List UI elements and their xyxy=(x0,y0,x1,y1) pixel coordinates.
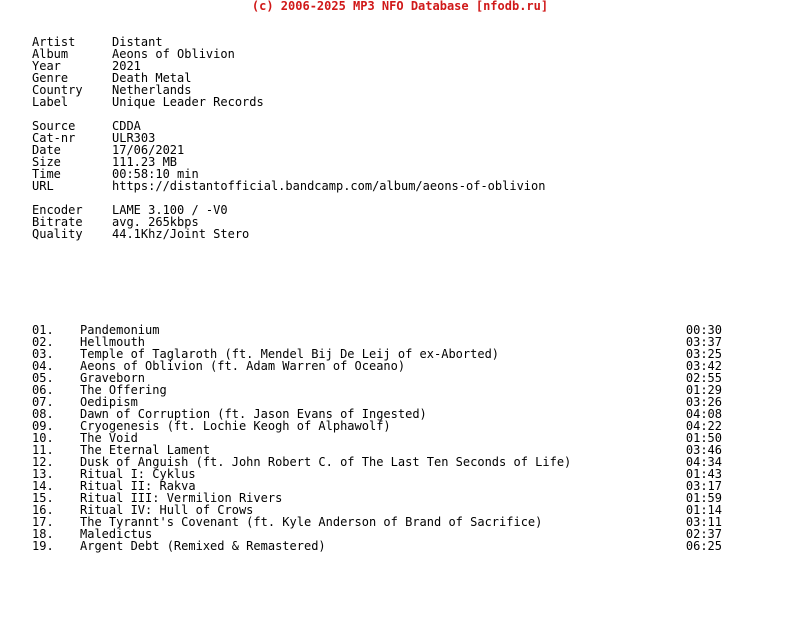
artist-label: Artist xyxy=(32,35,76,49)
source-info-block xyxy=(32,120,545,192)
track-number: 13. xyxy=(32,467,54,481)
bitrate-value: avg. 265kbps xyxy=(112,215,199,229)
country-label: Country xyxy=(32,83,83,97)
encoding-info-block xyxy=(32,204,249,240)
track-number: 08. xyxy=(32,407,54,421)
track-title: Aeons of Oblivion (ft. Adam Warren of Oceano) xyxy=(80,359,406,373)
record-label-value: Unique Leader Records xyxy=(112,95,264,109)
url-label: URL xyxy=(32,179,54,193)
album-label: Album xyxy=(32,47,69,61)
track-number: 17. xyxy=(32,515,54,529)
artist-value: Distant xyxy=(112,35,163,49)
track-title: Oedipism xyxy=(80,395,138,409)
track-duration: 04:08 xyxy=(685,407,722,421)
track-duration: 06:25 xyxy=(685,539,722,553)
track-duration: 03:17 xyxy=(685,479,722,493)
album-value: Aeons of Oblivion xyxy=(112,47,235,61)
track-duration: 03:37 xyxy=(685,335,722,349)
track-title: Maledictus xyxy=(80,527,153,541)
encoder-value: LAME 3.100 / -V0 xyxy=(112,203,228,217)
track-number: 01. xyxy=(32,323,54,337)
quality-value: 44.1Khz/Joint Stero xyxy=(112,227,250,241)
source-label: Source xyxy=(32,119,76,133)
catnr-row xyxy=(32,132,545,144)
track-duration: 01:59 xyxy=(685,491,722,505)
size-value: 111.23 MB xyxy=(112,155,178,169)
track-number: 09. xyxy=(32,419,54,433)
track-title: The Offering xyxy=(80,383,167,397)
nfo-header: (c) 2006-2025 MP3 NFO Database [nfodb.ru] xyxy=(251,0,549,13)
track-title: Hellmouth xyxy=(80,335,146,349)
url-row xyxy=(32,180,545,192)
track-duration: 01:14 xyxy=(685,503,722,517)
genre-label: Genre xyxy=(32,71,69,85)
genre-value: Death Metal xyxy=(112,71,192,85)
quality-row xyxy=(32,228,249,240)
track-title: The Void xyxy=(80,431,138,445)
track-title: Cryogenesis (ft. Lochie Keogh of Alphawolf) xyxy=(80,419,391,433)
tracklist xyxy=(32,324,722,552)
track-duration: 00:30 xyxy=(685,323,722,337)
track-number: 12. xyxy=(32,455,54,469)
track-number: 07. xyxy=(32,395,54,409)
track-title: Ritual IV: Hull of Crows xyxy=(80,503,254,517)
track-number: 10. xyxy=(32,431,54,445)
track-number: 03. xyxy=(32,347,54,361)
size-row xyxy=(32,156,545,168)
track-number: 06. xyxy=(32,383,54,397)
record-label-label: Label xyxy=(32,95,69,109)
bitrate-label: Bitrate xyxy=(32,215,83,229)
track-number: 05. xyxy=(32,371,54,385)
date-row xyxy=(32,144,545,156)
track-number: 16. xyxy=(32,503,54,517)
source-row xyxy=(32,120,545,132)
track-title: Ritual I: Cyklus xyxy=(80,467,196,481)
track-title: Ritual III: Vermilion Rivers xyxy=(80,491,283,505)
year-label: Year xyxy=(32,59,61,73)
track-duration: 03:26 xyxy=(685,395,722,409)
date-label: Date xyxy=(32,143,61,157)
track-number: 11. xyxy=(32,443,54,457)
track-duration: 03:42 xyxy=(685,359,722,373)
track-number: 02. xyxy=(32,335,54,349)
release-info-block xyxy=(32,36,264,108)
track-number: 15. xyxy=(32,491,54,505)
date-value: 17/06/2021 xyxy=(112,143,185,157)
track-title: Ritual II: Rakva xyxy=(80,479,196,493)
catnr-value: ULR303 xyxy=(112,131,156,145)
track-duration: 04:34 xyxy=(685,455,722,469)
year-value: 2021 xyxy=(112,59,141,73)
album-row xyxy=(32,48,264,60)
track-duration: 03:46 xyxy=(685,443,722,457)
track-title: Dawn of Corruption (ft. Jason Evans of Ingested) xyxy=(80,407,427,421)
track-number: 18. xyxy=(32,527,54,541)
track-title: Dusk of Anguish (ft. John Robert C. of The Last Ten Seconds of Life) xyxy=(80,455,572,469)
track-title: Temple of Taglaroth (ft. Mendel Bij De Leij of ex-Aborted) xyxy=(80,347,500,361)
label-row xyxy=(32,96,264,108)
track-duration: 02:55 xyxy=(685,371,722,385)
track-duration: 01:43 xyxy=(685,467,722,481)
track-title: Pandemonium xyxy=(80,323,160,337)
source-value: CDDA xyxy=(112,119,141,133)
track-number: 19. xyxy=(32,539,54,553)
time-value: 00:58:10 min xyxy=(112,167,199,181)
time-label: Time xyxy=(32,167,61,181)
encoder-label: Encoder xyxy=(32,203,83,217)
size-label: Size xyxy=(32,155,61,169)
track-row xyxy=(32,540,722,552)
catnr-label: Cat-nr xyxy=(32,131,76,145)
quality-label: Quality xyxy=(32,227,83,241)
track-title: The Tyrannt's Covenant (ft. Kyle Anderson of Brand of Sacrifice) xyxy=(80,515,543,529)
track-duration: 03:11 xyxy=(685,515,722,529)
track-title: Argent Debt (Remixed & Remastered) xyxy=(80,539,326,553)
track-duration: 04:22 xyxy=(685,419,722,433)
track-number: 14. xyxy=(32,479,54,493)
track-duration: 03:25 xyxy=(685,347,722,361)
track-duration: 02:37 xyxy=(685,527,722,541)
country-value: Netherlands xyxy=(112,83,192,97)
track-title: Graveborn xyxy=(80,371,146,385)
track-duration: 01:50 xyxy=(685,431,722,445)
url-value: https://distantofficial.bandcamp.com/album/aeons-of-oblivion xyxy=(112,179,546,193)
track-duration: 01:29 xyxy=(685,383,722,397)
track-number: 04. xyxy=(32,359,54,373)
track-title: The Eternal Lament xyxy=(80,443,211,457)
